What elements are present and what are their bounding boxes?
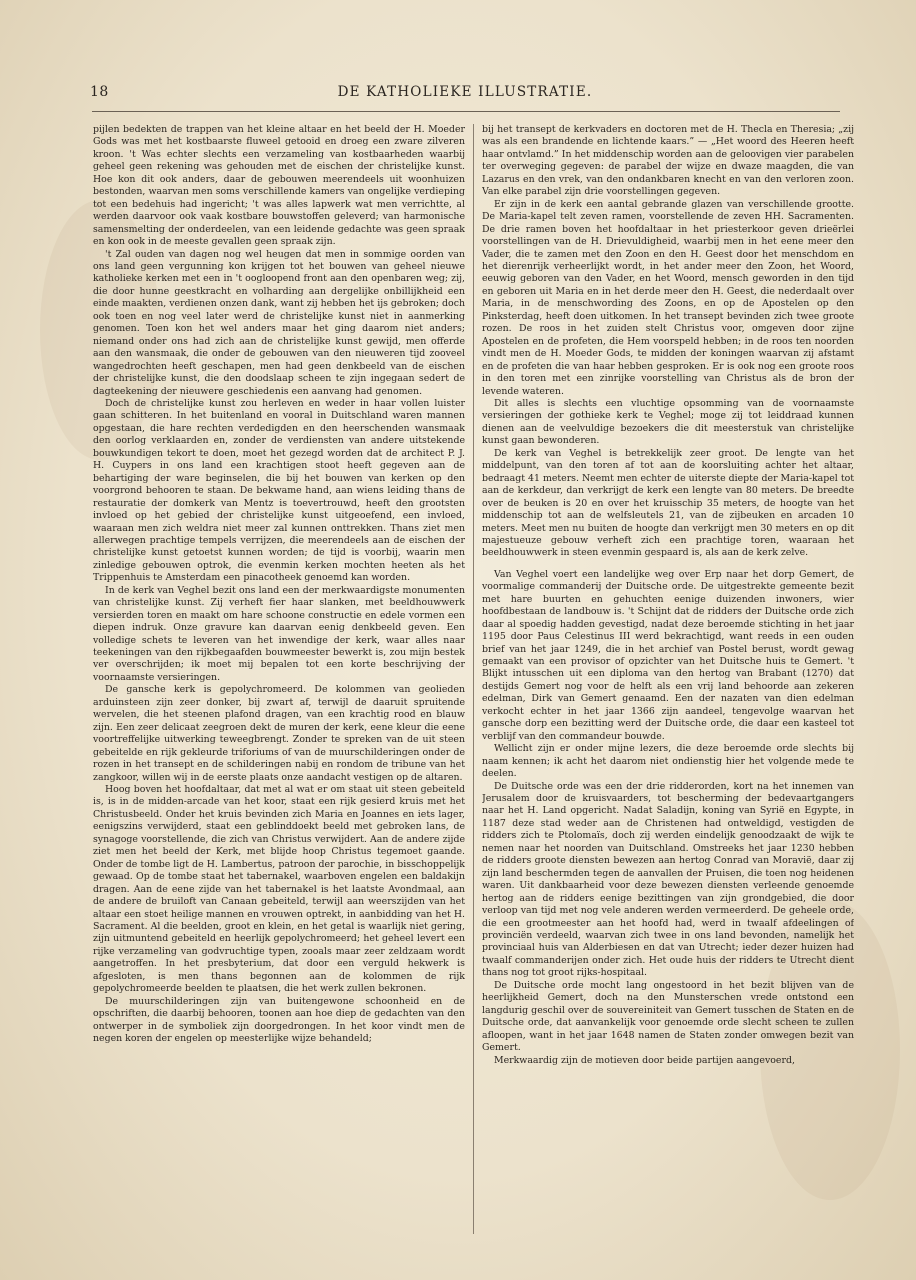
page-header <box>90 84 840 106</box>
header-rule <box>92 111 840 112</box>
paragraph: In de kerk van Veghel bezit ons land een der merkwaardigste monumenten van christelijke kunst. Zij verheft fier haar slanken, met beeldhouwwerk versierden toren en maakt om hare schoone constructie en edele vormen een diepen indruk. Onze gravure kan daarvan eenig denkbeeld geven. Een volledige schets te leveren van het inwendige der kerk, waar alles naar teekeningen van den rijkbegaafden bouwmeester bewerkt is, zou mijn bestek ver overschrijden; ik moet mij bepalen tot een korte beschrijving der voornaamste versieringen. <box>93 584 465 683</box>
column-divider <box>473 124 474 1234</box>
paragraph: Hoog boven het hoofdaltaar, dat met al wat er om staat uit steen gebeiteld is, is in de midden-arcade van het koor, staat een rijk gesierd kruis met het Christusbeeld. Onder het kruis bevinden zich Maria en Joannes en iets lager, eenigszins verwijderd, staat een geblinddoekt beeld met gebroken lans, de synagoge voorstellende, die zich van Christus verwijdert. Aan de andere zijde ziet men het beeld der Kerk, met blijde hoop Christus tegemoet gaande. Onder de tombe ligt de H. Lambertus, patroon der parochie, in bisschoppelijk gewaad. Op de tombe staat het tabernakel, waarboven engelen een baldakijn dragen. Aan de eene zijde van het tabernakel is het laatste Avondmaal, aan de andere de bruiloft van Canaan gebeiteld, terwijl aan weerszijden van het altaar een stoet heilige mannen en vrouwen optrekt, in aanbidding van het H. Sacrament. Al die beelden, groot en klein, en het getal is waarlijk niet gering, zijn uitmuntend gebeiteld en heerlijk gepolychromeerd; het geheel levert een rijke verzameling van godvruchtige typen, zooals maar zeer zeldzaam wordt aangetroffen. In het presbyterium, dat door een verguld hekwerk is afgesloten, is men thans begonnen aan de kolommen de rijk gepolychromeerde beelden te plaatsen, die het werk zullen bekronen. <box>93 784 465 995</box>
right-column <box>482 124 854 1239</box>
page-number: 18 <box>90 84 109 100</box>
paragraph: Er zijn in de kerk een aantal gebrande glazen van verschillende grootte. De Maria-kapel telt zeven ramen, voorstellende de zeven HH. Sacramenten. De drie ramen boven het hoofdaltaar in het priesterkoor geven drieërlei voorstellingen van de H. Drievuldigheid, waarbij men in het eene meer den Vader, die te zamen met den Zoon en den H. Geest door het menschdom en het dierenrijk verheerlijkt wordt, in het ander meer den Zoon, het Woord, eeuwig geboren van den Vader, en het Woord, mensch geworden in den tijd en geboren uit Maria en in het derde meer den H. Geest, die nederdaalt over Maria, in de menschwording des Zoons, en op de Apostelen op den Pinksterdag, heeft doen uitkomen. In het transept bevinden zich twee groote rozen. De roos in het zuiden stelt Christus voor, omgeven door zijne Apostelen en de profeten, die Hem voorspeld hebben; in de roos ten noorden vindt men de H. Moeder Gods, te midden der koningen waarvan zij afstamt en de profeten die van haar hebben gesproken. Er is ook nog een groote roos in den toren met een zinrijke voorstelling van Christus als de bron der levende wateren. <box>482 198 854 397</box>
left-column <box>93 124 465 1239</box>
paragraph: bij het transept de kerkvaders en doctoren met de H. Thecla en Theresia; „zij was als een brandende en lichtende kaars.” — „Het woord des Heeren heeft haar ontvlamd.” In het middenschip worden aan de geloovigen vier parabelen ter overweging gegeven: de parabel der wijze en dwaze maagden, die van Lazarus en den vrek, van den ondankbaren knecht en van den verloren zoon. Van elke parabel zijn drie voorstellingen gegeven. <box>482 124 854 198</box>
paragraph: Dit alles is slechts een vluchtige opsomming van de voornaamste versieringen der gothieke kerk te Veghel; moge zij tot leiddraad kunnen dienen aan de veelvuldige bezoekers die dit meesterstuk van christelijke kunst gaan bewonderen. <box>482 397 854 447</box>
paragraph: De Duitsche orde was een der drie ridderorden, kort na het innemen van Jerusalem door de kruisvaarders, tot bescherming der bedevaartgangers naar het H. Land opgericht. Nadat Saladijn, koning van Syrië en Egypte, in 1187 deze stad weder aan de Christenen had ontweldigd, vestigden de ridders zich te Ptolomaïs, doch zij werden eindelijk genoodzaakt de wijk te nemen naar het noorden van Duitschland. Omstreeks het jaar 1230 hebben de ridders groote diensten bewezen aan hertog Conrad van Moravië, daar zij zijn land beschermden tegen de aanvallen der Pruisen, die toen nog heidenen waren. Uit dankbaarheid voor deze bewezen diensten verleende genoemde hertog aan de ridders eenige bezittingen van zijn grondgebied, die door verloop van tijd met nog vele anderen werden vermeerderd. De geheele orde, die een grootmeester aan het hoofd had, werd in twaalf afdeelingen of provinciën verdeeld, waarvan zich twee in ons land bevonden, namelijk het provinciaal huis van Alderbiesen en dat van Utrecht; ieder dezer huizen had twaalf commanderijen onder zich. Het oude huis der ridders te Utrecht dient thans nog tot groot rijks-hospitaal. <box>482 780 854 979</box>
paragraph: De gansche kerk is gepolychromeerd. De kolommen van geolieden arduinsteen zijn zeer donker, bij zwart af, terwijl de daaruit spruitende wervelen, die het steenen plafond dragen, van een krachtig rood en blauw zijn. Een zeer delicaat zeegroen dekt de muren der kerk, eene kleur die eene voortreffelijke uitwerking teweegbrengt. Zonder te spreken van de uit steen gebeitelde en rijk gekleurde triforiums of van de muurschilderingen onder de rozen in het transept en de schilderingen nabij en rondom de tribune van het zangkoor, willen wij in de eerste plaats onze aandacht vestigen op de altaren. <box>93 684 465 783</box>
paragraph: Wellicht zijn er onder mijne lezers, die deze beroemde orde slechts bij naam kennen; ik acht het daarom niet ondienstig hier het volgende mede te deelen. <box>482 743 854 780</box>
paragraph: Van Veghel voert een landelijke weg over Erp naar het dorp Gemert, de voormalige commanderij der Duitsche orde. De uitgestrekte gemeente bezit met hare buurten en gehuchten eenige duizenden inwoners, wier hoofdbestaan de landbouw is. 't Schijnt dat de ridders der Duitsche orde zich daar al spoedig hadden gevestigd, nadat deze beroemde stichting in het jaar 1195 door Paus Celestinus III werd bekrachtigd, want reeds in een ouden brief van het jaar 1249, die in het archief van Postel berust, wordt gewag gemaakt van een provisor of opzichter van het Duitsche huis te Gemert. 't Blijkt intusschen uit een diploma van den hertog van Brabant (1270) dat destijds Gemert nog voor de helft als een vrij land behoorde aan zekeren edelman, Dirk van Gemert genaamd. Een der nazaten van dien edelman verkocht echter in het jaar 1366 zijn aandeel, tengevolge waarvan het gansche dorp een bezitting werd der Duitsche orde, die daar een kasteel tot verblijf van den commandeur bouwde. <box>482 568 854 742</box>
paragraph: De Duitsche orde mocht lang ongestoord in het bezit blijven van de heerlijkheid Gemert, doch na den Munsterschen vrede ontstond een langdurig geschil over de souvereiniteit van Gemert tusschen de Staten en de Duitsche orde, dat aanvankelijk voor genoemde orde slecht scheen te zullen afloopen, want in het jaar 1648 namen de Staten zonder omwegen bezit van Gemert. <box>482 979 854 1054</box>
paragraph: Doch de christelijke kunst zou herleven en weder in haar vollen luister gaan schitteren. In het buitenland en vooral in Duitschland waren mannen opgestaan, die hare rechten verdedigden en den heerschenden wansmaak den oorlog verklaarden en, zonder de verdiensten van andere uitstekende bouwkundigen tekort te doen, moet het gezegd worden dat de architect P. J. H. Cuypers in ons land een krachtigen stoot heeft gegeven aan de behartiging der ware beginselen, die bij het bouwen van kerken op den voorgrond behooren te staan. De bekwame hand, aan wiens leiding thans de restauratie der domkerk van Mentz is toevertrouwd, heeft den grootsten invloed op het gebied der christelijke kunst uitgeoefend, een invloed, waaraan men zich weldra niet meer zal kunnen onttrekken. Thans ziet men allerwegen prachtige tempels verrijzen, die meerendeels aan de eischen der christelijke kunst getoetst kunnen worden; de tijd is voorbij, waarin men zinledige gebouwen optrok, die evenmin kerken mochten heeten als het Trippenhuis te Amsterdam een pinacotheek genoemd kan worden. <box>93 397 465 584</box>
paragraph: Merkwaardig zijn de motieven door beide partijen aangevoerd, <box>494 1054 795 1066</box>
paragraph: pijlen bedekten de trappen van het kleine altaar en het beeld der H. Moeder Gods was met het kostbaarste fluweel getooid en droeg een zware zilveren kroon. 't Was echter slechts een verzameling van kostbaarheden waarbij geheel geen rekening was gehouden met de eischen der christelijke kunst. Hoe kon dit ook anders, daar de gebouwen meerendeels uit woonhuizen bestonden, waarvan men soms verschillende kamers van ongelijke verdieping tot een bedehuis had ingericht; 't was alles lapwerk wat men verrichtte, al werden daarvoor ook vaak kostbare bouwstoffen geleverd; van harmonische samensmelting der onderdeelen, van een leidende gedachte was geen spraak en kon ook in de meeste gevallen geen spraak zijn. <box>93 124 465 248</box>
paragraph: De kerk van Veghel is betrekkelijk zeer groot. De lengte van het middelpunt, van den toren af tot aan de koorsluiting achter het altaar, bedraagt 41 meters. Neemt men echter de uiterste diepte der Maria-kapel tot aan de kerkdeur, dan verkrijgt de kerk een lengte van 80 meters. De breedte over de beuken is 20 en over het kruisschip 35 meters, de hoogte van het middenschip tot aan de welfsleutels 21, van de zijbeuken en arcaden 10 meters. Meet men nu buiten de hoogte dan verkrijgt men 30 meters en op dit majestueuze gebouw verheft zich een prachtige toren, waaraan het beeldhouwwerk in steen evenmin gespaard is, als aan de kerk zelve. <box>482 447 854 559</box>
paragraph: De muurschilderingen zijn van buitengewone schoonheid en de opschriften, die daarbij behooren, toonen aan hoe diep de gedachten van den ontwerper in de symboliek zijn doorgedrongen. In het koor vindt men de negen koren der engelen op meesterlijke wijze behandeld; <box>93 995 465 1045</box>
paragraph: 't Zal ouden van dagen nog wel heugen dat men in sommige oorden van ons land geen vergunning kon krijgen tot het bouwen van geheel nieuwe katholieke kerken met een in 't oogloopend front aan den openbaren weg; zij, die door hunne geestkracht en volharding aan dergelijke onbillijkheid een einde maakten, verdienen onzen dank, want zij hebben het ijs gebroken; doch ook toen en nog veel later werd de christelijke kunst niet in aanmerking genomen. Toen kon het wel anders maar het ging daarom niet anders; niemand onder ons had zich aan de christelijke kunst gewijd, men offerde aan den wansmaak, die onder de gebouwen van den nieuweren tijd zooveel wangedrochten heeft geschapen, men had geen denkbeeld van de eischen der christelijke kunst, die den doodslaap scheen te zijn ingegaan sedert de dagteekening der nieuwere geschiedenis een aanvang had genomen. <box>93 248 465 397</box>
running-title: DE KATHOLIEKE ILLUSTRATIE. <box>337 84 593 100</box>
